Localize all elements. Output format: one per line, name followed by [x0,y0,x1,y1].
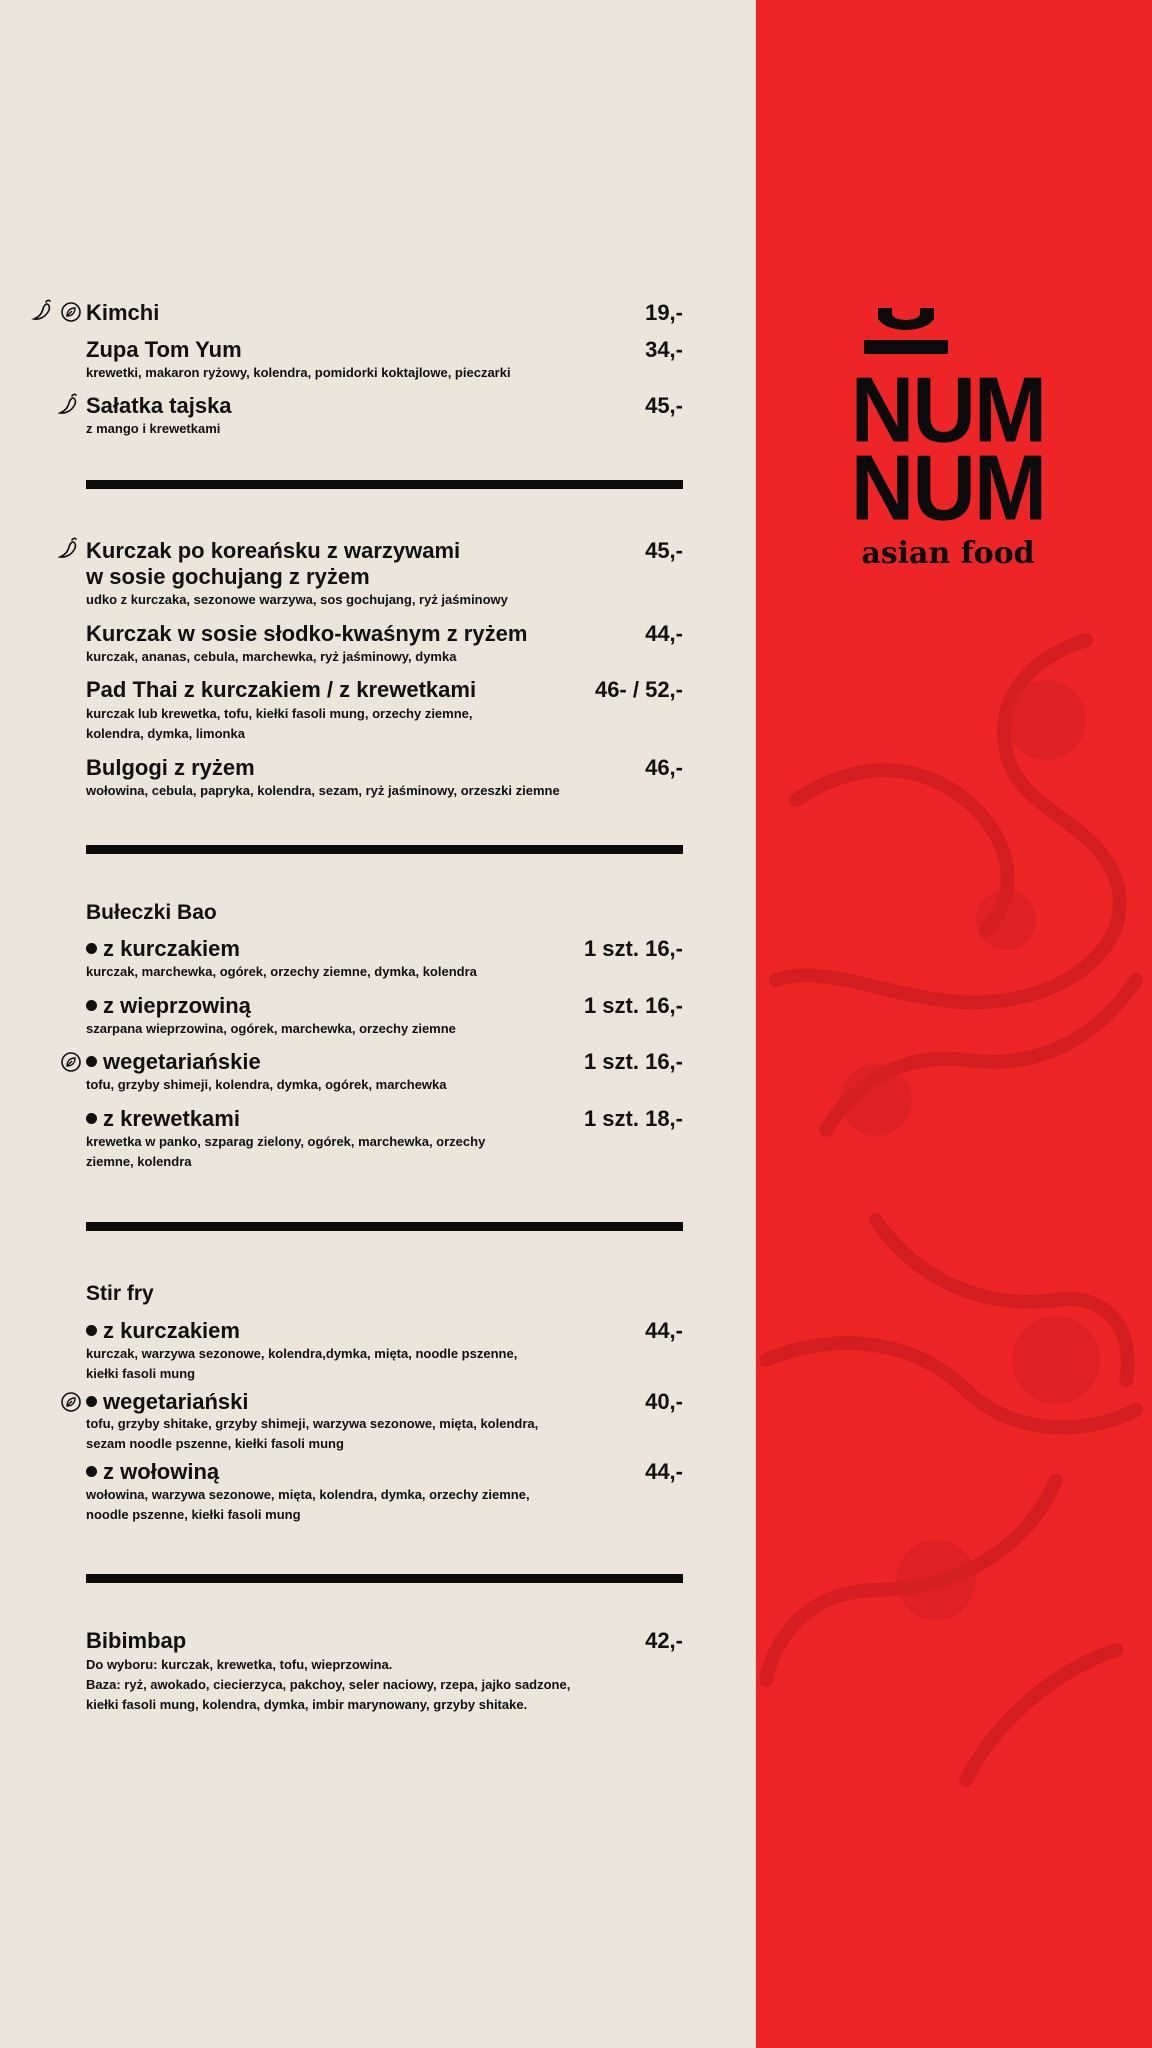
bao-item-wieprzowina-desc: szarpana wieprzowina, ogórek, marchewka, orzechy ziemne [86,1021,456,1036]
bullet [86,1056,97,1067]
bao-item-krewetki-desc: krewetka w panko, szparag zielony, ogórek, marchewka, orzechy [86,1134,486,1149]
chili-icon [57,392,81,416]
bullet [86,1113,97,1124]
item-bulgogi-price: 46,- [645,755,683,780]
bao-item-wieprzowina-name: z wieprzowiną [86,993,251,1019]
bullet [86,1466,97,1477]
item-bibimbap-name: Bibimbap [86,1628,187,1653]
item-kurczak-koreanski-price: 45,- [645,538,683,563]
item-salatka-desc: z mango i krewetkami [86,421,221,436]
section-title-stirfry: Stir fry [86,1282,154,1305]
stirfry-item-wege-desc: tofu, grzyby shitake, grzyby shimeji, warzywa sezonowe, mięta, kolendra, [86,1416,539,1431]
item-kurczak-koreanski-name2: w sosie gochujang z ryżem [86,564,370,589]
bao-item-kurczak-desc: kurczak, marchewka, ogórek, orzechy ziemne, dymka, kolendra [86,964,477,979]
brand-panel [756,0,1152,2048]
section-divider [86,1222,683,1231]
item-slodko-kwasny-price: 44,- [645,621,683,646]
bao-item-kurczak-price: 1 szt. 16,- [583,936,683,961]
stirfry-item-wolowina-desc: wołowina, warzywa sezonowe, mięta, kolendra, dymka, orzechy ziemne, [86,1487,530,1502]
item-salatka-name: Sałatka tajska [86,393,232,418]
item-padthai-name: Pad Thai z kurczakiem / z krewetkami [86,677,477,702]
item-kimchi-name: Kimchi [86,300,160,325]
item-kimchi-price: 19,- [645,300,683,325]
stirfry-item-wolowina-name: z wołowiną [86,1459,219,1485]
section-divider [86,845,683,854]
stirfry-item-kurczak-desc: kurczak, warzywa sezonowe, kolendra,dymka, mięta, noodle pszenne, [86,1346,518,1361]
stirfry-item-kurczak-name: z kurczakiem [86,1318,240,1344]
section-divider [86,1574,683,1583]
bullet [86,943,97,954]
leaf-icon [59,1390,83,1414]
logo-text-bottom: NUM [850,435,1046,540]
item-kurczak-koreanski-name: Kurczak po koreańsku z warzywami [86,538,461,563]
item-bibimbap-desc: Do wyboru: kurczak, krewetka, tofu, wieprzowina. [86,1657,393,1672]
stirfry-item-wolowina-desc2: noodle pszenne, kiełki fasoli mung [86,1507,301,1522]
item-bulgogi-desc: wołowina, cebula, papryka, kolendra, sezam, ryż jaśminowy, orzeszki ziemne [86,783,560,798]
dragon-illustration [756,600,1152,1900]
bullet [86,1325,97,1336]
item-tomyum-name: Zupa Tom Yum [86,337,242,362]
item-slodko-kwasny-desc: kurczak, ananas, cebula, marchewka, ryż jaśminowy, dymka [86,649,457,664]
item-slodko-kwasny-name: Kurczak w sosie słodko-kwaśnym z ryżem [86,621,528,646]
item-padthai-desc: kurczak lub krewetka, tofu, kiełki fasoli mung, orzechy ziemne, [86,706,473,721]
item-tomyum-price: 34,- [645,337,683,362]
item-bulgogi-name: Bulgogi z ryżem [86,755,255,780]
bao-item-krewetki-name: z krewetkami [86,1106,240,1132]
stirfry-item-wege-price: 40,- [645,1389,683,1414]
bao-item-kurczak-name: z kurczakiem [86,936,240,962]
bao-item-wege-desc: tofu, grzyby shimeji, kolendra, dymka, ogórek, marchewka [86,1077,447,1092]
bullet [86,1396,97,1407]
item-bibimbap-desc3: kiełki fasoli mung, kolendra, dymka, imbir marynowany, grzyby shitake. [86,1697,528,1712]
item-padthai-price: 46- / 52,- [594,677,683,702]
leaf-icon [59,300,83,324]
item-kurczak-koreanski-desc: udko z kurczaka, sezonowe warzywa, sos gochujang, ryż jaśminowy [86,592,508,607]
logo-tagline: asian food [861,536,1035,571]
item-tomyum-desc: krewetki, makaron ryżowy, kolendra, pomidorki koktajlowe, pieczarki [86,365,511,380]
logo-bowl-icon [864,308,948,354]
stirfry-item-wege-name: wegetariański [86,1389,249,1415]
bao-item-wieprzowina-price: 1 szt. 16,- [583,993,683,1018]
section-divider [86,480,683,489]
item-salatka-price: 45,- [645,393,683,418]
bullet [86,1000,97,1011]
stirfry-item-wolowina-price: 44,- [645,1459,683,1484]
bao-item-wege-name: wegetariańskie [86,1049,261,1075]
stirfry-item-wege-desc2: sezam noodle pszenne, kiełki fasoli mung [86,1436,344,1451]
bao-item-krewetki-price: 1 szt. 18,- [583,1106,683,1131]
bao-item-wege-price: 1 szt. 16,- [583,1049,683,1074]
stirfry-item-kurczak-desc2: kiełki fasoli mung [86,1366,196,1381]
bao-item-krewetki-desc2: ziemne, kolendra [86,1154,192,1169]
chili-icon [31,298,55,322]
item-padthai-desc2: kolendra, dymka, limonka [86,726,245,741]
leaf-icon [59,1050,83,1074]
stirfry-item-kurczak-price: 44,- [645,1318,683,1343]
section-title-bao: Bułeczki Bao [86,901,217,924]
chili-icon [57,536,81,560]
logo-text-top: NUM [850,357,1046,462]
item-bibimbap-desc2: Baza: ryż, awokado, ciecierzyca, pakchoy, seler naciowy, rzepa, jajko sadzone, [86,1677,571,1692]
item-bibimbap-price: 42,- [645,1628,683,1653]
